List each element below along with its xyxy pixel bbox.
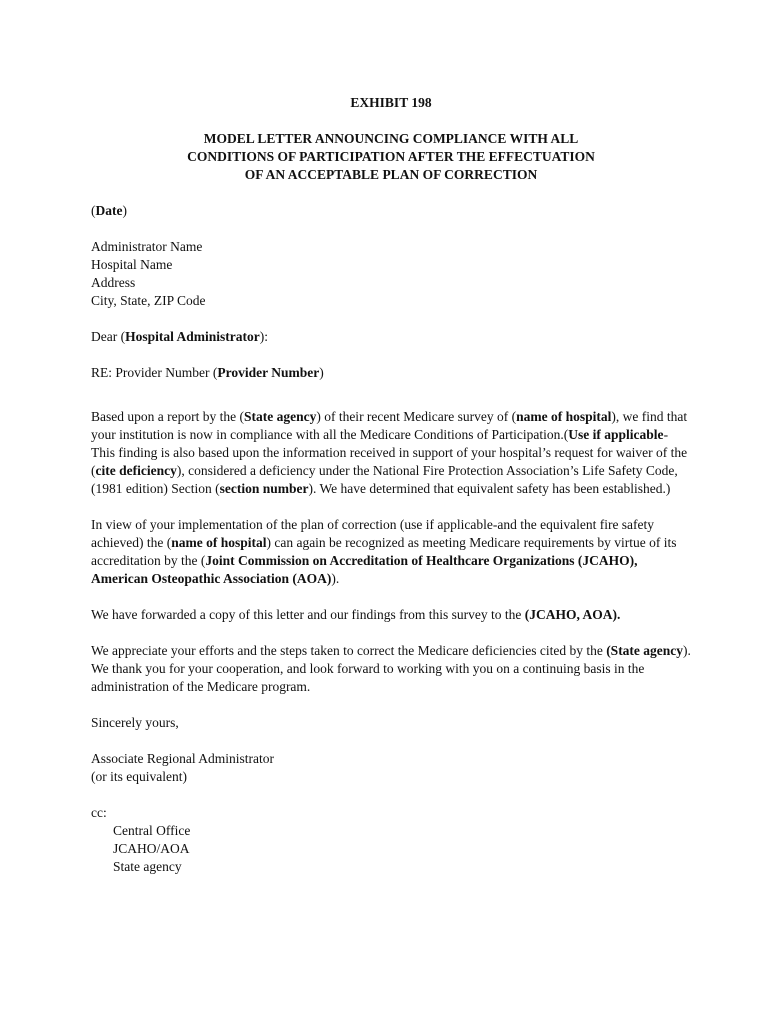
body-paragraph-accreditation: In view of your implementation of the plan of correction (use if applicable-and the equivalent fire safety achieved) the (name of hospital) can again be recognized as meeting Medicare requirements by virtue of its accreditation by the (Joint Commission on Accreditation of Healthcare Organizations (JCAHO), American Osteopathic Association (AOA)). — [91, 517, 677, 586]
recipient-address — [91, 238, 691, 310]
cc-recipient: State agency — [113, 859, 182, 874]
signature-block — [91, 750, 691, 786]
reference-line: RE: Provider Number (Provider Number) — [91, 365, 324, 380]
address-line: Address — [91, 275, 136, 290]
letter-content — [91, 94, 691, 876]
title-line: MODEL LETTER ANNOUNCING COMPLIANCE WITH ALL — [203, 131, 579, 146]
body-paragraph-appreciation: We appreciate your efforts and the steps taken to correct the Medicare deficiencies cited by the (State agency). We thank you for your cooperation, and look forward to working with you on a continuing basis in the administration of the Medicare program. — [91, 643, 691, 694]
cc-label: cc: — [91, 805, 107, 820]
signature-line: (or its equivalent) — [91, 769, 187, 784]
letter-title — [91, 130, 691, 184]
salutation: Dear (Hospital Administrator): — [91, 329, 268, 344]
title-line: OF AN ACCEPTABLE PLAN OF CORRECTION — [244, 167, 538, 182]
date-line: (Date) — [91, 203, 127, 218]
cc-recipient: JCAHO/AOA — [113, 841, 190, 856]
date-placeholder: Date — [95, 203, 123, 218]
address-line: Hospital Name — [91, 257, 173, 272]
address-line: City, State, ZIP Code — [91, 293, 206, 308]
title-line: CONDITIONS OF PARTICIPATION AFTER THE EFFECTUATION — [187, 149, 595, 164]
signature-line: Associate Regional Administrator — [91, 751, 274, 766]
cc-recipient: Central Office — [113, 823, 191, 838]
closing: Sincerely yours, — [91, 715, 179, 730]
cc-list — [91, 822, 691, 876]
exhibit-number: EXHIBIT 198 — [350, 95, 432, 110]
cc-block — [91, 804, 691, 876]
address-line: Administrator Name — [91, 239, 203, 254]
body-paragraph-forwarded: We have forwarded a copy of this letter and our findings from this survey to the (JCAHO, AOA). — [91, 607, 621, 622]
body-paragraph-compliance: Based upon a report by the (State agency) of their recent Medicare survey of (name of hospital), we find that your institution is now in compliance with all the Medicare Conditions of Participation.(Use if applicable-This finding is also based upon the information received in support of your hospital’s request for waiver of the (cite deficiency), considered a deficiency under the National Fire Protection Association’s Life Safety Code, (1981 edition) Section (section number). We have determined that equivalent safety has been established.) — [91, 409, 688, 496]
